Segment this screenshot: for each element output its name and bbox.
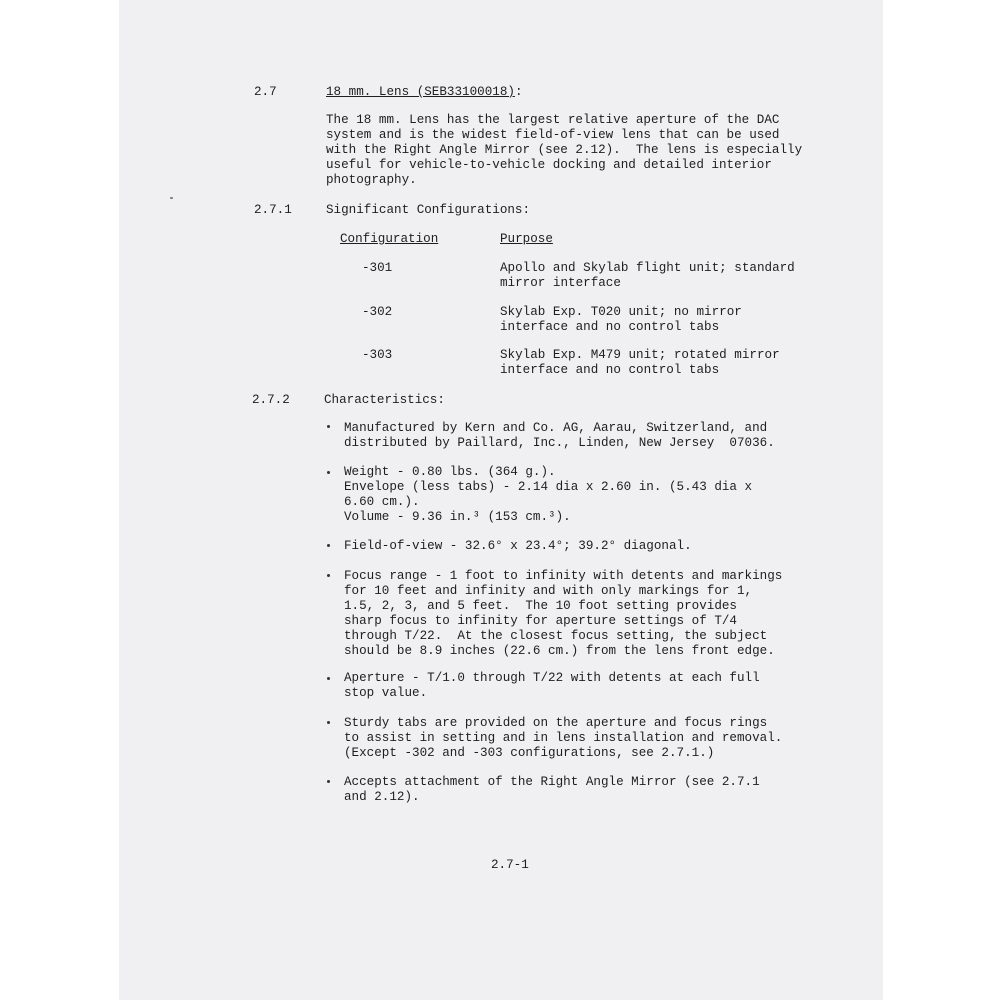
- section-number-2-7: 2.7: [254, 85, 277, 99]
- characteristic-item: Focus range - 1 foot to infinity with detents and markings for 10 feet and infinity and with only markings for 1, 1.5, 2, 3, and 5 feet. The 10 foot setting provides sharp focus to infinity for aperture settings of T/4 through T/22. At the closest focus setting, the subject should be 8.9 inches (22.6 cm.) from the lens front edge.: [344, 569, 783, 658]
- characteristic-item: Accepts attachment of the Right Angle Mirror (see 2.7.1 and 2.12).: [344, 775, 760, 804]
- config-code: -303: [362, 348, 393, 362]
- section-number-2-7-2: 2.7.2: [252, 393, 290, 407]
- characteristic-item: Weight - 0.80 lbs. (364 g.). Envelope (less tabs) - 2.14 dia x 2.60 in. (5.43 dia x 6.60 cm.). Volume - 9.36 in.³ (153 cm.³).: [344, 465, 753, 524]
- config-purpose: Skylab Exp. T020 unit; no mirror interface and no control tabs: [500, 305, 742, 334]
- column-header-configuration: Configuration: [340, 232, 439, 246]
- characteristic-item: Aperture - T/1.0 through T/22 with detents at each full stop value.: [344, 671, 760, 700]
- bullet-dot: [327, 544, 330, 547]
- config-code: -302: [362, 305, 393, 319]
- bullet-dot: [327, 721, 330, 724]
- characteristic-item: Sturdy tabs are provided on the aperture and focus rings to assist in setting and in lens installation and removal. (Except -302 and -303 configurations, see 2.7.1.): [344, 716, 783, 760]
- paper-speck: [170, 197, 173, 199]
- section-title-colon: :: [514, 85, 523, 99]
- page-number: 2.7-1: [491, 858, 529, 872]
- column-header-purpose: Purpose: [500, 232, 553, 246]
- bullet-dot: [327, 677, 330, 680]
- section-body-2-7: The 18 mm. Lens has the largest relative aperture of the DAC system and is the widest field-of-view lens that can be used with the Right Angle Mirror (see 2.12). The lens is especially useful for vehicle-to-vehicle docking and detailed interior photography.: [326, 113, 803, 187]
- characteristic-item: Field-of-view - 32.6° x 23.4°; 39.2° diagonal.: [344, 539, 692, 553]
- section-title-2-7: 18 mm. Lens (SEB33100018): [326, 85, 515, 99]
- characteristic-item: Manufactured by Kern and Co. AG, Aarau, Switzerland, and distributed by Paillard, Inc., Linden, New Jersey 07036.: [344, 421, 775, 450]
- section-heading-2-7: [326, 85, 523, 100]
- bullet-dot: [327, 574, 330, 577]
- config-code: -301: [362, 261, 393, 275]
- section-title-2-7-1: Significant Configurations:: [326, 203, 531, 217]
- section-title-2-7-2: Characteristics:: [324, 393, 445, 407]
- bullet-dot: [327, 471, 330, 474]
- document-page: [119, 0, 883, 1000]
- bullet-dot: [327, 780, 330, 783]
- section-number-2-7-1: 2.7.1: [254, 203, 292, 217]
- bullet-dot: [327, 425, 330, 428]
- config-purpose: Skylab Exp. M479 unit; rotated mirror interface and no control tabs: [500, 348, 780, 377]
- config-purpose: Apollo and Skylab flight unit; standard mirror interface: [500, 261, 795, 290]
